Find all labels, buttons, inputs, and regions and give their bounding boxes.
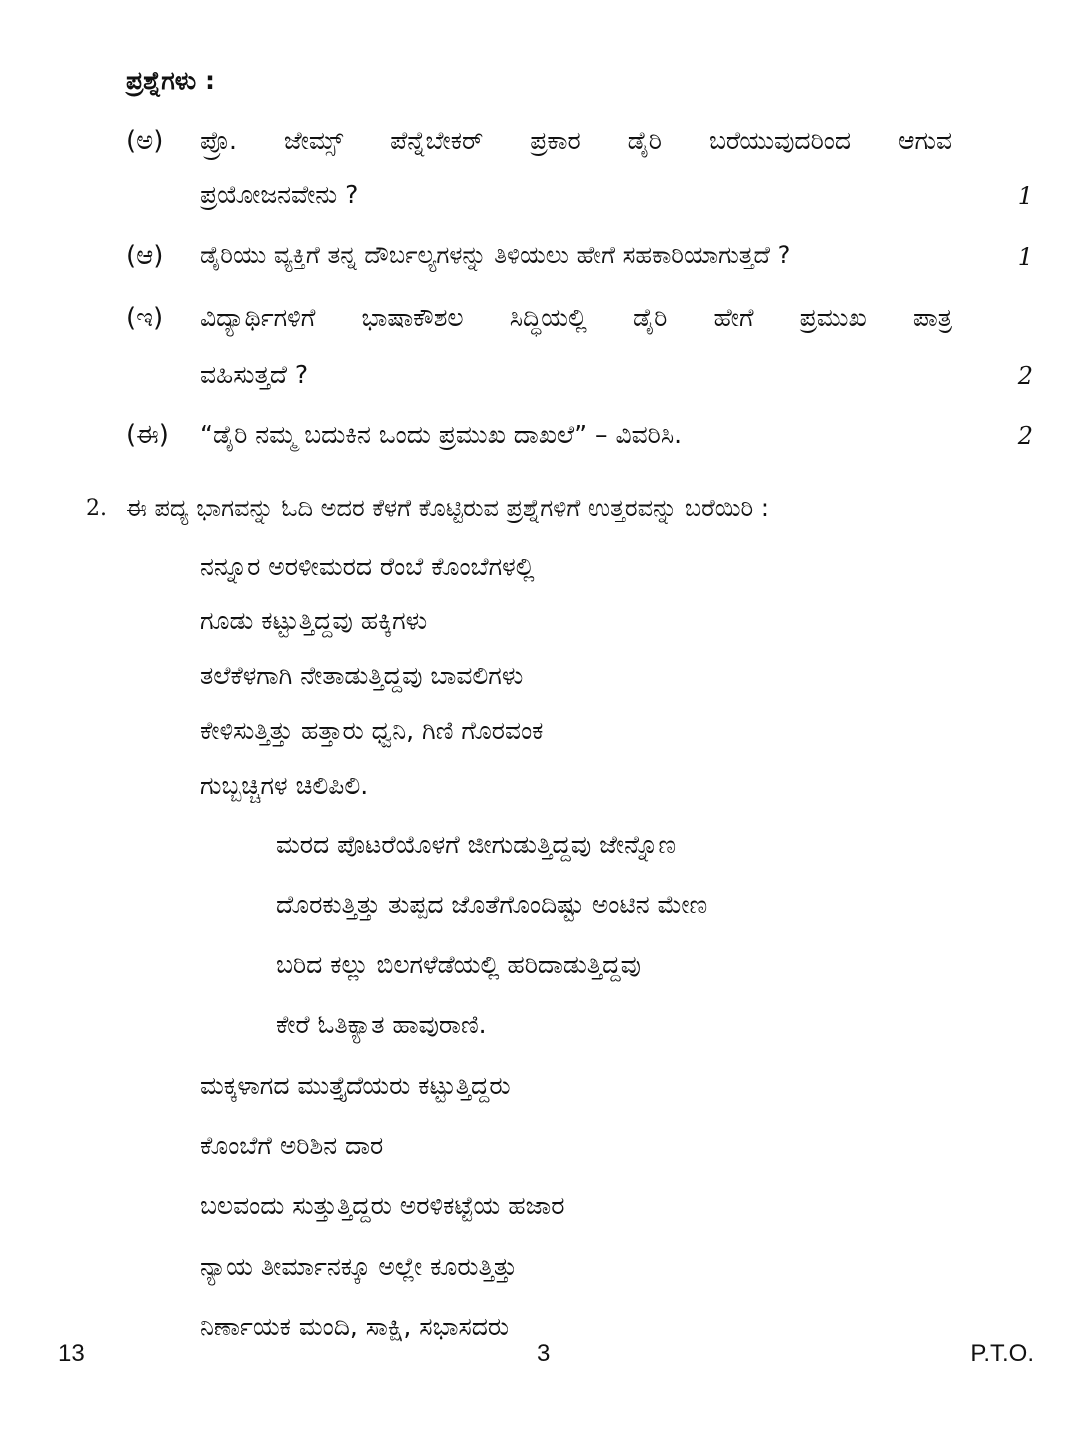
- poem-line: ನನ್ನೂರ ಅರಳೀಮರದ ರೆಂಬೆ ಕೊಂಬೆಗಳಲ್ಲಿ: [200, 552, 535, 581]
- question-label: (ಇ): [126, 303, 164, 333]
- question-text: ಪ್ರೊ. ಜೇಮ್ಸ್ ಪೆನ್ನೆಬೇಕರ್ ಪ್ರಕಾರ ಡೈರಿ ಬರೆಯುವುದರಿಂದ ಆಗುವ: [200, 126, 952, 155]
- poem-line: ಬರಿದ ಕಲ್ಲು ಬಿಲಗಳೆಡೆಯಲ್ಲಿ ಹರಿದಾಡುತ್ತಿದ್ದವು: [276, 950, 641, 979]
- poem-line: ನ್ಯಾಯ ತೀರ್ಮಾನಕ್ಕೂ ಅಲ್ಲೇ ಕೂರುತ್ತಿತ್ತು: [200, 1252, 518, 1281]
- marks: 1: [1017, 182, 1033, 210]
- section-heading: ಪ್ರಶ್ನೆಗಳು :: [126, 66, 215, 95]
- poem-line: ಕೇರೆ ಓತಿಕ್ಯಾತ ಹಾವುರಾಣಿ.: [276, 1010, 487, 1039]
- poem-line: ಕೇಳಿಸುತ್ತಿತ್ತು ಹತ್ತಾರು ಧ್ವನಿ, ಗಿಣಿ ಗೊರವಂಕ: [200, 716, 544, 745]
- question-text-continued: ವಹಿಸುತ್ತದೆ ?: [200, 360, 309, 389]
- question-text: ಡೈರಿಯು ವ್ಯಕ್ತಿಗೆ ತನ್ನ ದೌರ್ಬಲ್ಯಗಳನ್ನು ತಿಳಿಯಲು ಹೇಗೆ ಸಹಕಾರಿಯಾಗುತ್ತದೆ ?: [200, 241, 791, 269]
- poem-line: ಮಕ್ಕಳಾಗದ ಮುತ್ತೈದೆಯರು ಕಟ್ಟುತ್ತಿದ್ದರು: [200, 1071, 511, 1100]
- poem-line: ಕೊಂಬೆಗೆ ಅರಿಶಿನ ದಾರ: [200, 1131, 384, 1160]
- poem-line: ನಿರ್ಣಾಯಕ ಮಂದಿ, ಸಾಕ್ಷಿ, ಸಭಾಸದರು: [200, 1312, 510, 1341]
- marks: 1: [1017, 243, 1033, 271]
- question-label: (ಅ): [126, 126, 164, 156]
- marks: 2: [1017, 422, 1033, 450]
- poem-line: ಗುಬ್ಬಚ್ಚಿಗಳ ಚಿಲಿಪಿಲಿ.: [200, 771, 369, 800]
- question-label: (ಆ): [126, 241, 164, 271]
- poem-line: ಬಲವಂದು ಸುತ್ತುತ್ತಿದ್ದರು ಅರಳಿಕಟ್ಟೆಯ ಹಜಾರ: [200, 1191, 565, 1220]
- question-text: “ಡೈರಿ ನಮ್ಮ ಬದುಕಿನ ಒಂದು ಪ್ರಮುಖ ದಾಖಲೆ” – ವಿವರಿಸಿ.: [200, 420, 683, 449]
- footer-code: 13: [58, 1340, 85, 1367]
- poem-line: ದೊರಕುತ್ತಿತ್ತು ತುಪ್ಪದ ಜೊತೆಗೊಂದಿಷ್ಟು ಅಂಟಿನ ಮೇಣ: [276, 890, 708, 919]
- marks: 2: [1017, 362, 1033, 390]
- question-intro: ಈ ಪದ್ಯ ಭಾಗವನ್ನು ಓದಿ ಅದರ ಕೆಳಗೆ ಕೊಟ್ಟಿರುವ ಪ್ರಶ್ನೆಗಳಿಗೆ ಉತ್ತರವನ್ನು ಬರೆಯಿರಿ :: [126, 494, 769, 522]
- poem-line: ಗೂಡು ಕಟ್ಟುತ್ತಿದ್ದವು ಹಕ್ಕಿಗಳು: [200, 606, 428, 635]
- question-label: (ಈ): [126, 420, 169, 450]
- poem-line: ತಲೆಕೆಳಗಾಗಿ ನೇತಾಡುತ್ತಿದ್ದವು ಬಾವಲಿಗಳು: [200, 661, 524, 690]
- please-turn-over: P.T.O.: [970, 1340, 1034, 1367]
- page-number: 3: [537, 1340, 551, 1367]
- question-number: 2.: [86, 496, 107, 521]
- poem-line: ಮರದ ಪೊಟರೆಯೊಳಗೆ ಜೀಗುಡುತ್ತಿದ್ದವು ಜೇನ್ನೊಣ: [276, 830, 677, 859]
- question-text-continued: ಪ್ರಯೋಜನವೇನು ?: [200, 180, 359, 209]
- question-text: ವಿದ್ಯಾರ್ಥಿಗಳಿಗೆ ಭಾಷಾಕೌಶಲ ಸಿದ್ಧಿಯಲ್ಲಿ ಡೈರಿ ಹೇಗೆ ಪ್ರಮುಖ ಪಾತ್ರ: [200, 303, 952, 332]
